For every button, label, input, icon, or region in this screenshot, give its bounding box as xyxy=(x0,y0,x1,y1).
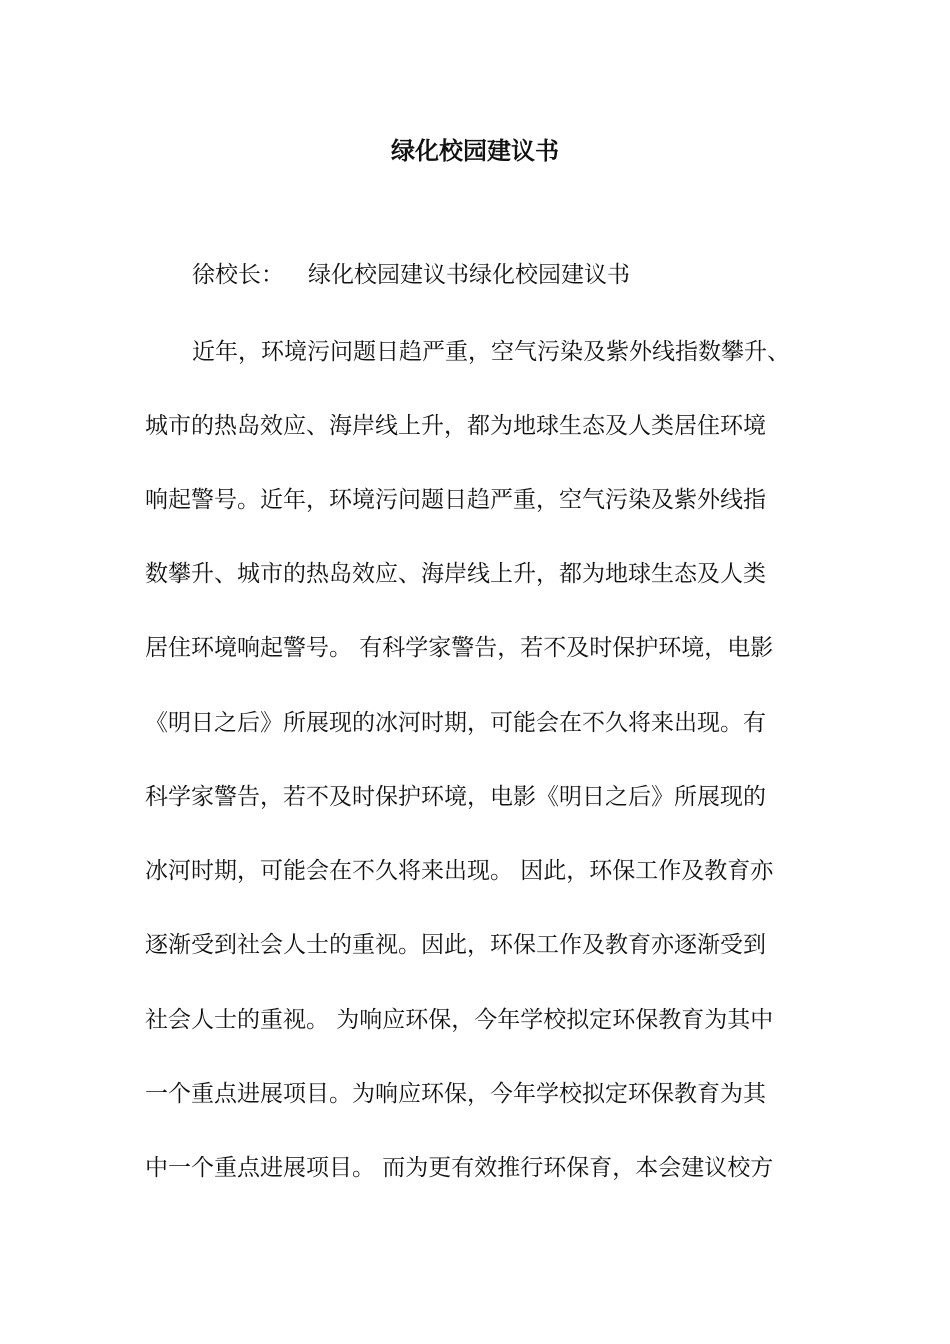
body-line-10: 社会人士的重视。 为响应环保，今年学校拟定环保教育为其中 xyxy=(145,1007,774,1033)
body-line-8: 冰河时期，可能会在不久将来出现。 因此，环保工作及教育亦 xyxy=(145,858,774,884)
body-line-1: 近年，环境污问题日趋严重，空气污染及紫外线指数攀升、 xyxy=(192,339,790,365)
body-line-6: 《明日之后》所展现的冰河时期，可能会在不久将来出现。有 xyxy=(145,710,766,736)
body-line-9: 逐渐受到社会人士的重视。因此，环保工作及教育亦逐渐受到 xyxy=(145,932,766,958)
salutation-name: 徐校长： xyxy=(192,262,284,288)
body-line-12: 中一个重点进展项目。 而为更有效推行环保育，本会建议校方 xyxy=(145,1155,774,1181)
body-line-4: 数攀升、城市的热岛效应、海岸线上升，都为地球生态及人类 xyxy=(145,561,766,587)
body-line-2: 城市的热岛效应、海岸线上升，都为地球生态及人类居住环境 xyxy=(145,413,766,439)
body-line-11: 一个重点进展项目。为响应环保，今年学校拟定环保教育为其 xyxy=(145,1081,766,1107)
body-line-3: 响起警号。近年，环境污问题日趋严重，空气污染及紫外线指 xyxy=(145,487,766,513)
salutation-text: 绿化校园建议书绿化校园建议书 xyxy=(308,262,630,288)
salutation-line xyxy=(192,258,630,292)
document-title: 绿化校园建议书 xyxy=(391,136,559,165)
body-line-7: 科学家警告，若不及时保护环境，电影《明日之后》所展现的 xyxy=(145,784,766,810)
body-line-5: 居住环境响起警号。 有科学家警告，若不及时保护环境，电影 xyxy=(145,635,774,661)
